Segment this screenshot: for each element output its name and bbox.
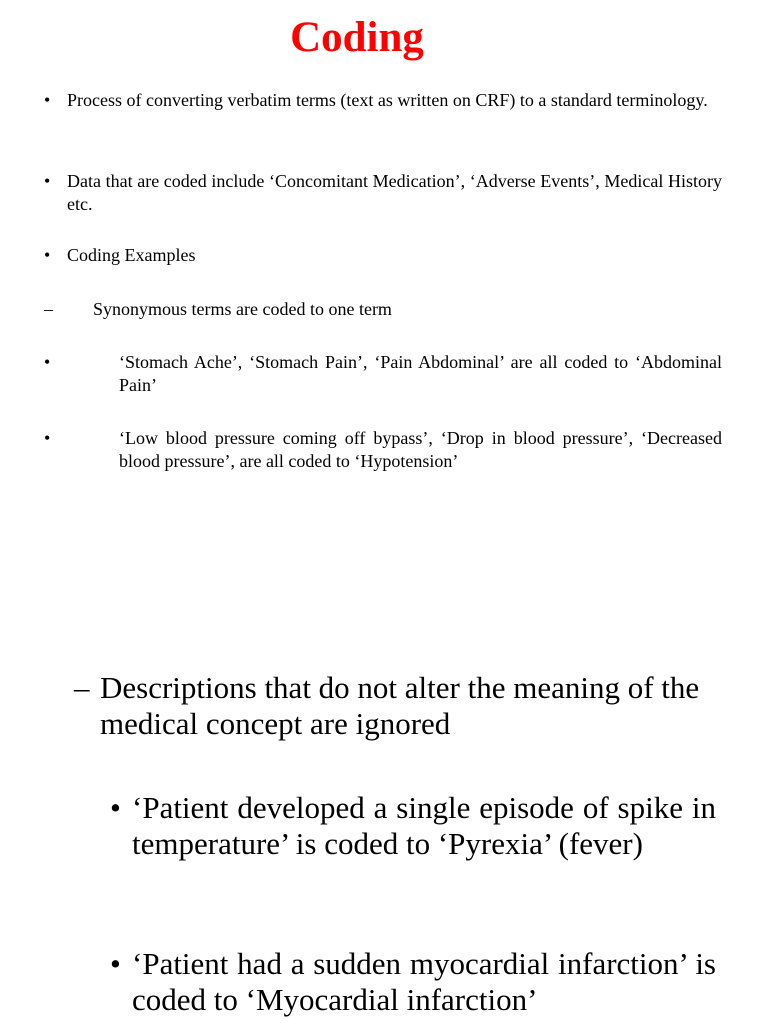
list-item-text: ‘Stomach Ache’, ‘Stomach Pain’, ‘Pain Abdominal’ are all coded to ‘Abdominal Pain’ xyxy=(119,352,722,395)
section-heading-text: Descriptions that do not alter the meaning of the medical concept are ignored xyxy=(100,670,700,741)
list-item-text: ‘Low blood pressure coming off bypass’, ‘Drop in blood pressure’, ‘Decreased blood pressure’, are all coded to ‘Hypotension’ xyxy=(119,428,722,471)
bullet-marker: • xyxy=(110,790,121,825)
list-item-text: Data that are coded include ‘Concomitant Medication’, ‘Adverse Events’, Medical History etc. xyxy=(67,171,722,214)
bullet-marker: • xyxy=(44,90,51,110)
page-title: Coding xyxy=(290,14,424,61)
bullet-marker: • xyxy=(44,245,51,265)
list-item-text: Coding Examples xyxy=(67,245,196,265)
dash-marker: – xyxy=(44,299,53,319)
list-item-text: Process of converting verbatim terms (text as written on CRF) to a standard terminology. xyxy=(67,90,708,110)
list-item-text: ‘Patient had a sudden myocardial infarction’ is coded to ‘Myocardial infarction’ xyxy=(132,946,716,1017)
dash-marker: – xyxy=(74,670,90,705)
bullet-marker: • xyxy=(110,946,121,981)
bullet-marker: • xyxy=(44,352,51,372)
bullet-marker: • xyxy=(44,428,51,448)
bullet-marker: • xyxy=(44,171,51,191)
list-item-text: Synonymous terms are coded to one term xyxy=(93,299,392,319)
list-item-text: ‘Patient developed a single episode of spike in temperature’ is coded to ‘Pyrexia’ (fever) xyxy=(132,790,716,861)
